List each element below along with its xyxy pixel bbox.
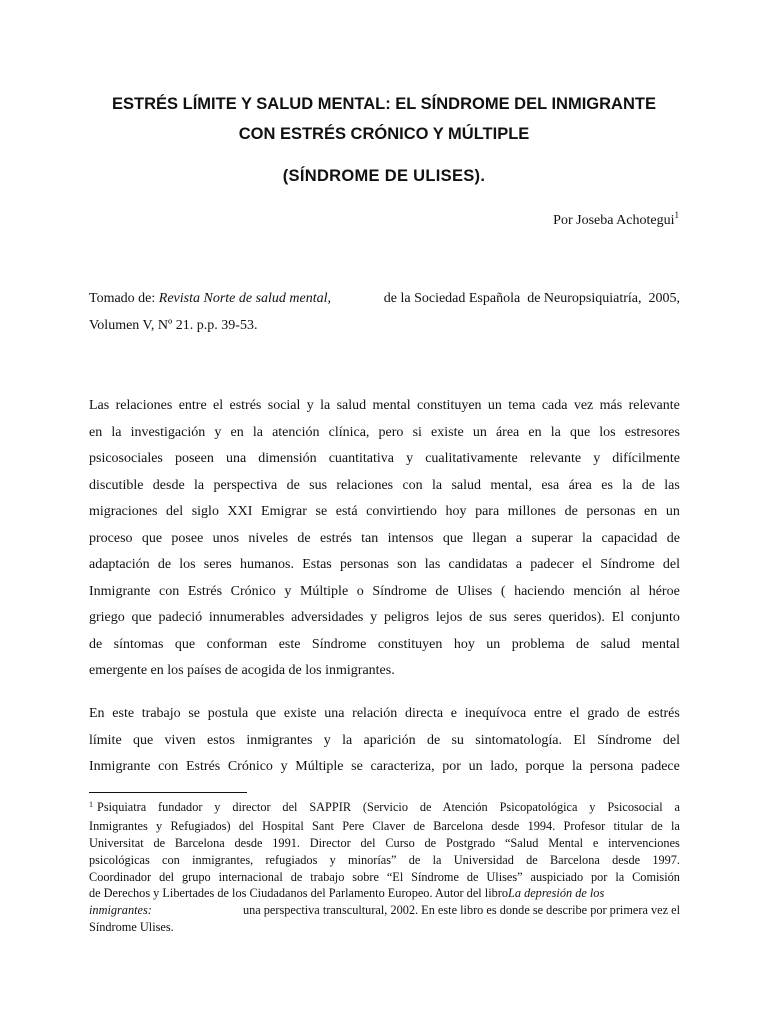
footnote-line-6-text: de Derechos y Libertades de los Ciudadanos del Parlamento Europeo. Autor del libro (89, 886, 509, 900)
source-rest: de la Sociedad Española de Neuropsiquiatría, 2005, (380, 291, 680, 306)
footnote-line-1-text: Psiquiatra fundador y director del SAPPIR (Servicio de Atención Psicopatológica y Psicosocial a (97, 800, 680, 814)
paragraph-line: Las relaciones entre el estrés social y la salud mental constituyen un tema cada vez más relevante (89, 398, 680, 413)
author-name: Por Joseba Achotegui (553, 213, 675, 228)
source-journal: Revista Norte de salud mental, (158, 291, 332, 306)
paragraph-line: en la investigación y en la atención clínica, pero si existe un área en la que los estresores (89, 424, 680, 440)
paragraph-line: adaptación de los seres humanos. Estas personas son las candidatas a padecer el Síndrome del (89, 557, 680, 572)
paragraph-line: migraciones del siglo XXI Emigrar se está convirtiendo hoy para millones de personas en un (89, 504, 680, 519)
footnote-line: Coordinador del grupo internacional de trabajo sobre “El Síndrome de Ulises” auspiciado por la Comisión (89, 870, 680, 884)
paragraph-line: proceso que posee unos niveles de estrés tan intensos que llegan a superar la capacidad de (89, 530, 680, 546)
paragraph-line: de síntomas que conforman este Síndrome constituyen hoy un problema de salud mental (89, 636, 680, 652)
source-prefix: Tomado de: (89, 291, 159, 306)
title-line-2: CON ESTRÉS CRÓNICO Y MÚLTIPLE (238, 125, 530, 143)
paragraph-line: Inmigrante con Estrés Crónico y Múltiple se caracteriza, por un lado, porque la persona padece (89, 759, 680, 774)
title-line-1: ESTRÉS LÍMITE Y SALUD MENTAL: EL SÍNDROME DEL INMIGRANTE (112, 95, 656, 113)
footnote-line: Inmigrantes y Refugiados) del Hospital Sant Pere Claver de Barcelona desde 1994. Profesor titular de la (89, 819, 680, 833)
footnote-line (89, 903, 680, 918)
author-line (553, 210, 679, 229)
paragraph-line: discutible desde la perspectiva de sus relaciones con la salud mental, esa área es la de las (89, 477, 680, 493)
subtitle: (SÍNDROME DE ULISES). (282, 167, 486, 185)
footnote-book-title: La depresión de los (508, 886, 605, 900)
footnote-line-7-text: una perspectiva transcultural, 2002. En este libro es donde se describe por primera vez el (242, 903, 680, 917)
paragraph-line: límite que viven estos inmigrantes y la aparición de su sintomatología. El Síndrome del (89, 732, 680, 748)
source-line-2: Volumen V, Nº 21. p.p. 39-53. (89, 318, 258, 333)
paragraph-line: En este trabajo se postula que existe una relación directa e inequívoca entre el grado de estrés (89, 706, 680, 721)
footnote-mark: 1 (89, 800, 93, 809)
footnote-separator (89, 792, 247, 793)
paragraph-line: emergente en los países de acogida de los inmigrantes. (89, 663, 395, 678)
footnote-line (89, 886, 680, 901)
footnote-line: Síndrome Ulises. (89, 920, 174, 934)
paragraph-line: Inmigrante con Estrés Crónico y Múltiple o Síndrome de Ulises ( haciendo mención al héroe (89, 583, 680, 599)
paragraph-line: psicosociales poseen una dimensión cuantitativa y cualitativamente relevante y difícilmente (89, 451, 680, 466)
footnote-line: Universitat de Barcelona desde 1991. Director del Curso de Postgrado “Salud Mental e intervenciones (89, 836, 680, 850)
author-footnote-mark: 1 (674, 210, 679, 220)
source-line-1 (89, 291, 680, 307)
footnote-line (89, 800, 680, 816)
paragraph-line: griego que padeció innumerables adversidades y peligros lejos de sus seres queridos). El conjunto (89, 610, 680, 625)
footnote-book-title-cont: inmigrantes: (89, 903, 152, 917)
footnote-line: psicológicas con inmigrantes, refugiados y minorías” de la Universidad de Barcelona desde 1997. (89, 853, 680, 867)
